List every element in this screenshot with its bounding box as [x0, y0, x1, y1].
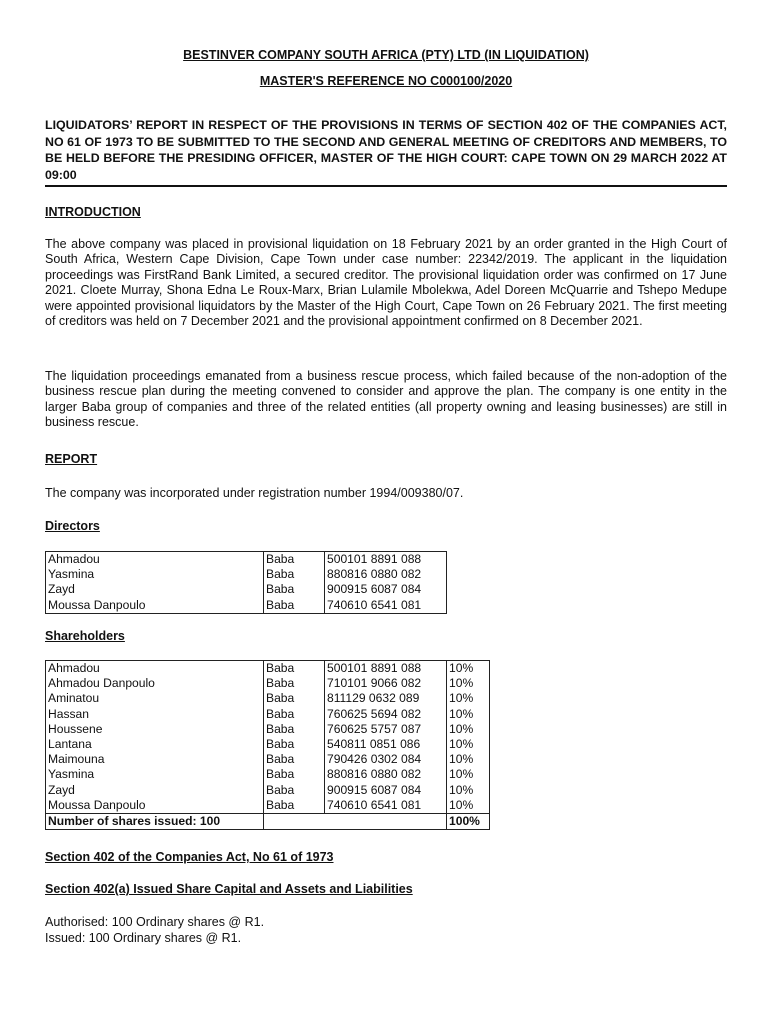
directors-surnames	[264, 552, 325, 614]
masters-reference: MASTER'S REFERENCE NO C000100/2020	[259, 74, 513, 88]
table-cell: 10%	[449, 721, 474, 736]
shareholders-id-numbers	[325, 661, 447, 814]
table-cell: 10%	[449, 767, 474, 782]
table-cell: 500101 8891 088	[327, 552, 422, 566]
table-row	[46, 661, 490, 814]
table-cell: Baba	[266, 567, 295, 582]
table-cell: 740610 6541 081	[327, 797, 422, 812]
directors-first-names	[46, 552, 264, 614]
table-cell: Maimouna	[48, 752, 105, 767]
table-cell: Baba	[266, 582, 295, 597]
table-cell: Aminatou	[48, 691, 100, 706]
table-cell: Zayd	[48, 782, 75, 797]
table-cell: Baba	[266, 736, 295, 751]
table-cell: Hassan	[48, 706, 90, 721]
section-402-heading: Section 402 of the Companies Act, No 61 of 1973	[45, 850, 334, 864]
directors-id-numbers	[325, 552, 447, 614]
table-cell: Houssene	[48, 721, 103, 736]
table-cell: 10%	[449, 706, 474, 721]
table-cell: Lantana	[48, 736, 92, 751]
table-cell: 500101 8891 088	[327, 661, 422, 675]
table-cell: 10%	[449, 736, 474, 751]
table-cell: 10%	[449, 691, 474, 706]
company-title: BESTINVER COMPANY SOUTH AFRICA (PTY) LTD (IN LIQUIDATION)	[183, 48, 589, 62]
total-row	[46, 813, 490, 829]
table-cell: Baba	[266, 552, 295, 566]
table-cell: Baba	[266, 706, 295, 721]
directors-heading: Directors	[45, 519, 100, 533]
table-cell: 811129 0632 089	[327, 691, 420, 706]
title-divider	[45, 185, 727, 187]
table-cell: Baba	[266, 676, 295, 691]
shareholders-heading: Shareholders	[45, 629, 125, 643]
authorised-capital: Authorised: 100 Ordinary shares @ R1.	[45, 915, 265, 929]
table-cell: 10%	[449, 676, 474, 691]
shareholders-first-names	[46, 661, 264, 814]
report-title: LIQUIDATORS’ REPORT IN RESPECT OF THE PROVISIONS IN TERMS OF SECTION 402 OF THE COMPANIES ACT, NO 61 OF 1973 TO BE SUBMITTED TO THE SECOND AND GENERAL MEETING OF CREDITORS AND MEMBERS, TO BE HELD BEFORE THE PRESIDING OFFICER, MASTER OF THE HIGH COURT: CAPE TOWN ON 29 MARCH 2022 AT 09:00	[45, 118, 727, 182]
table-cell: Zayd	[48, 582, 75, 597]
table-cell: 10%	[449, 797, 474, 812]
table-cell: 900915 6087 084	[327, 782, 422, 797]
directors-table	[45, 551, 447, 614]
table-cell: Ahmadou Danpoulo	[48, 676, 155, 691]
introduction-paragraph-2: The liquidation proceedings emanated from a business rescue process, which failed because of the non-adoption of the business rescue plan during the meeting convened to consider and approve the plan. The company is one entity in the larger Baba group of companies and three of the related entities (all property owning and leasing businesses) are still in business rescue.	[45, 369, 727, 430]
table-cell: Ahmadou	[48, 661, 100, 675]
table-cell: Baba	[266, 691, 295, 706]
section-402a-heading: Section 402(a) Issued Share Capital and Assets and Liabilities	[45, 882, 413, 896]
table-cell: Baba	[266, 797, 295, 812]
table-cell: 710101 9066 082	[327, 676, 422, 691]
table-cell: 10%	[449, 782, 474, 797]
table-cell: Baba	[266, 782, 295, 797]
incorporation-text: The company was incorporated under registration number 1994/009380/07.	[45, 486, 464, 500]
table-cell: 760625 5694 082	[327, 706, 422, 721]
table-cell: Ahmadou	[48, 552, 100, 566]
table-cell: 10%	[449, 752, 474, 767]
total-percentage: 100%	[447, 813, 490, 829]
table-cell: 900915 6087 084	[327, 582, 422, 597]
table-cell: Moussa Danpoulo	[48, 797, 146, 812]
issued-capital: Issued: 100 Ordinary shares @ R1.	[45, 931, 242, 945]
table-cell: Yasmina	[48, 767, 95, 782]
introduction-heading: INTRODUCTION	[45, 205, 141, 219]
report-heading: REPORT	[45, 452, 98, 466]
table-row	[46, 552, 447, 614]
shareholders-percentages	[447, 661, 490, 814]
table-cell: 540811 0851 086	[327, 736, 421, 751]
total-shares-label: Number of shares issued: 100	[46, 813, 264, 829]
shareholders-table	[45, 660, 490, 830]
table-cell: 760625 5757 087	[327, 721, 422, 736]
table-cell: 790426 0302 084	[327, 752, 422, 767]
table-cell: Moussa Danpoulo	[48, 597, 146, 612]
table-cell: Yasmina	[48, 567, 95, 582]
table-cell: Baba	[266, 767, 295, 782]
table-cell: Baba	[266, 661, 295, 675]
table-cell: 10%	[449, 661, 474, 675]
introduction-paragraph-1: The above company was placed in provisional liquidation on 18 February 2021 by an order granted in the High Court of South Africa, Western Cape Division, Cape Town under case number: 22342/2019. The applicant in the liquidation proceedings was FirstRand Bank Limited, a secured creditor. The provisional liquidation order was confirmed on 17 June 2021. Cloete Murray, Shona Edna Le Roux-Marx, Brian Lulamile Mbolekwa, Adel Doreen McQuarrie and Tshepo Medupe were appointed provisional liquidators by the Master of the High Court, Cape Town on 26 February 2021. The first meeting of creditors was held on 7 December 2021 and the provisional appointment confirmed on 8 December 2021.	[45, 237, 727, 329]
table-cell: Baba	[266, 721, 295, 736]
table-cell: 740610 6541 081	[327, 597, 422, 612]
table-cell: Baba	[266, 597, 295, 612]
shareholders-surnames	[264, 661, 325, 814]
table-cell: Baba	[266, 752, 295, 767]
table-cell: 880816 0880 082	[327, 567, 422, 582]
table-cell: 880816 0880 082	[327, 767, 422, 782]
total-empty-cell	[264, 813, 447, 829]
